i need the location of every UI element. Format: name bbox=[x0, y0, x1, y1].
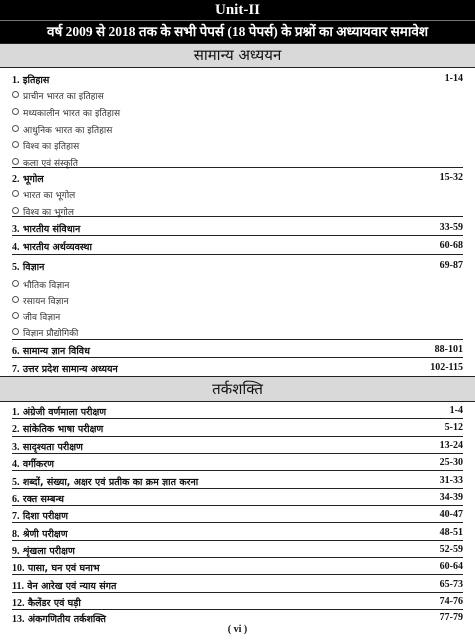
toc-subitem[interactable] bbox=[12, 278, 69, 291]
item-label: सांकेतिक भाषा परीक्षण bbox=[22, 424, 104, 435]
item-number: 4. bbox=[12, 242, 20, 253]
toc-item[interactable] bbox=[12, 492, 463, 505]
item-label: वेन आरेख एवं न्याय संगत bbox=[27, 581, 117, 592]
item-number: 10. bbox=[12, 563, 25, 574]
toc-item[interactable] bbox=[12, 73, 463, 86]
bullet-icon bbox=[12, 108, 19, 115]
divider bbox=[12, 167, 463, 168]
toc-subitem[interactable] bbox=[12, 326, 78, 339]
toc-item[interactable] bbox=[12, 527, 463, 540]
divider bbox=[12, 235, 463, 236]
toc-item[interactable] bbox=[12, 222, 463, 235]
divider bbox=[12, 418, 463, 419]
toc-item[interactable] bbox=[12, 172, 463, 185]
item-label: उत्तर प्रदेश सामान्य अध्ययन bbox=[22, 364, 118, 375]
subitem-label: आधुनिक भारत का इतिहास bbox=[23, 126, 113, 136]
bullet-icon bbox=[12, 312, 19, 319]
toc-item[interactable] bbox=[12, 260, 463, 273]
divider bbox=[12, 609, 463, 610]
subitem-label: भारत का भूगोल bbox=[23, 191, 76, 201]
toc-item[interactable] bbox=[12, 544, 463, 557]
item-label: वर्गीकरण bbox=[22, 459, 54, 470]
bullet-icon bbox=[12, 280, 19, 287]
item-label: रक्त सम्बन्ध bbox=[22, 494, 64, 505]
toc-subitem[interactable] bbox=[12, 188, 75, 201]
item-number: 4. bbox=[12, 459, 20, 470]
divider bbox=[12, 540, 463, 541]
toc-item[interactable] bbox=[12, 579, 463, 592]
page-heading: वर्ष 2009 से 2018 तक के सभी पेपर्स (18 पेपर्स) के प्रश्नों का अध्यायवार समावेश bbox=[0, 20, 475, 43]
divider bbox=[12, 436, 463, 437]
item-pages: 13-24 bbox=[439, 440, 463, 451]
toc-subitem[interactable] bbox=[12, 123, 112, 136]
item-pages: 34-39 bbox=[439, 492, 463, 503]
bullet-icon bbox=[12, 125, 19, 132]
divider bbox=[12, 557, 463, 558]
item-label: अंग्रेजी वर्णमाला परीक्षण bbox=[22, 407, 107, 418]
subitem-label: प्राचीन भारत का इतिहास bbox=[23, 92, 104, 102]
divider bbox=[12, 216, 463, 217]
subitem-label: मध्यकालीन भारत का इतिहास bbox=[23, 109, 121, 119]
item-pages: 33-59 bbox=[439, 222, 463, 233]
item-number: 7. bbox=[12, 511, 20, 522]
subitem-label: रसायन विज्ञान bbox=[23, 297, 69, 307]
item-pages: 1-14 bbox=[444, 73, 463, 84]
item-number: 9. bbox=[12, 546, 20, 557]
divider bbox=[12, 505, 463, 506]
toc-item[interactable] bbox=[12, 405, 463, 418]
item-label: शृंखला परीक्षण bbox=[22, 546, 75, 557]
divider bbox=[12, 592, 463, 593]
bullet-icon bbox=[12, 328, 19, 335]
divider bbox=[12, 254, 463, 255]
item-pages: 74-76 bbox=[439, 596, 463, 607]
page-number: ( vi ) bbox=[227, 624, 248, 635]
item-label: कैलेंडर एवं घड़ी bbox=[27, 598, 81, 609]
item-number: 13. bbox=[12, 614, 25, 625]
subitem-label: विज्ञान प्रौद्योगिकी bbox=[23, 329, 79, 339]
item-pages: 69-87 bbox=[439, 260, 463, 271]
item-number: 5. bbox=[12, 477, 20, 488]
item-label: सादृश्यता परीक्षण bbox=[22, 442, 83, 453]
divider bbox=[12, 488, 463, 489]
bullet-icon bbox=[12, 141, 19, 148]
item-label: भारतीय अर्थव्यवस्था bbox=[22, 242, 92, 253]
toc-item[interactable] bbox=[12, 362, 463, 375]
bullet-icon bbox=[12, 158, 19, 165]
item-pages: 77-79 bbox=[439, 612, 463, 623]
item-number: 6. bbox=[12, 494, 20, 505]
toc-item[interactable] bbox=[12, 475, 463, 488]
item-pages: 102-115 bbox=[430, 362, 463, 373]
item-number: 5. bbox=[12, 262, 20, 273]
item-number: 8. bbox=[12, 529, 20, 540]
item-number: 12. bbox=[12, 598, 25, 609]
toc-item[interactable] bbox=[12, 509, 463, 522]
toc-item[interactable] bbox=[12, 561, 463, 574]
item-number: 7. bbox=[12, 364, 20, 375]
divider bbox=[12, 339, 463, 340]
item-pages: 5-12 bbox=[444, 422, 463, 433]
item-label: श्रेणी परीक्षण bbox=[22, 529, 68, 540]
toc-item[interactable] bbox=[12, 457, 463, 470]
item-label: विज्ञान bbox=[22, 262, 45, 273]
toc-item[interactable] bbox=[12, 344, 463, 357]
toc-item[interactable] bbox=[12, 440, 463, 453]
bullet-icon bbox=[12, 207, 19, 214]
item-label: सामान्य ज्ञान विविध bbox=[22, 346, 90, 357]
item-number: 6. bbox=[12, 346, 20, 357]
unit-title: Unit-II bbox=[0, 0, 475, 20]
item-number: 1. bbox=[12, 75, 20, 86]
subitem-label: विश्व का भूगोल bbox=[23, 208, 74, 218]
item-label: पासा, घन एवं घनाभ bbox=[27, 563, 100, 574]
item-label: भारतीय संविधान bbox=[22, 224, 81, 235]
item-pages: 15-32 bbox=[439, 172, 463, 183]
toc-item[interactable] bbox=[12, 596, 463, 609]
item-pages: 52-59 bbox=[439, 544, 463, 555]
item-number: 11. bbox=[12, 581, 24, 592]
item-number: 1. bbox=[12, 407, 20, 418]
toc-subitem[interactable] bbox=[12, 294, 69, 307]
item-label: भूगोल bbox=[22, 174, 44, 185]
item-label: इतिहास bbox=[22, 75, 50, 86]
subitem-label: विश्व का इतिहास bbox=[23, 142, 80, 152]
item-number: 2. bbox=[12, 424, 20, 435]
item-label: शब्दों, संख्या, अक्षर एवं प्रतीक का क्रम ज्ञात करना bbox=[22, 477, 199, 488]
divider bbox=[12, 470, 463, 471]
item-pages: 31-33 bbox=[439, 475, 463, 486]
bullet-icon bbox=[12, 296, 19, 303]
subitem-label: भौतिक विज्ञान bbox=[23, 281, 70, 291]
divider bbox=[12, 574, 463, 575]
toc-subitem[interactable] bbox=[12, 310, 60, 323]
toc-item[interactable] bbox=[12, 422, 463, 435]
bullet-icon bbox=[12, 190, 19, 197]
item-number: 3. bbox=[12, 224, 20, 235]
section-title-reasoning: तर्कशक्ति bbox=[0, 376, 475, 402]
item-pages: 88-101 bbox=[434, 344, 463, 355]
item-label: दिशा परीक्षण bbox=[22, 511, 68, 522]
toc-subitem[interactable] bbox=[12, 106, 120, 119]
item-label: अंकगणितीय तर्कशक्ति bbox=[27, 614, 106, 625]
divider bbox=[12, 453, 463, 454]
item-number: 2. bbox=[12, 174, 20, 185]
item-pages: 25-30 bbox=[439, 457, 463, 468]
item-pages: 65-73 bbox=[439, 579, 463, 590]
subitem-label: कला एवं संस्कृति bbox=[23, 159, 79, 169]
item-pages: 60-68 bbox=[439, 240, 463, 251]
item-number: 3. bbox=[12, 442, 20, 453]
toc-subitem[interactable] bbox=[12, 89, 104, 102]
section-title-general-studies: सामान्य अध्ययन bbox=[0, 43, 475, 68]
bullet-icon bbox=[12, 91, 19, 98]
item-pages: 48-51 bbox=[439, 527, 463, 538]
subitem-label: जीव विज्ञान bbox=[23, 313, 61, 323]
divider bbox=[12, 357, 463, 358]
divider bbox=[12, 522, 463, 523]
item-pages: 1-4 bbox=[449, 405, 463, 416]
item-pages: 40-47 bbox=[439, 509, 463, 520]
item-pages: 60-64 bbox=[439, 561, 463, 572]
toc-item[interactable] bbox=[12, 240, 463, 253]
toc-subitem[interactable] bbox=[12, 139, 79, 152]
